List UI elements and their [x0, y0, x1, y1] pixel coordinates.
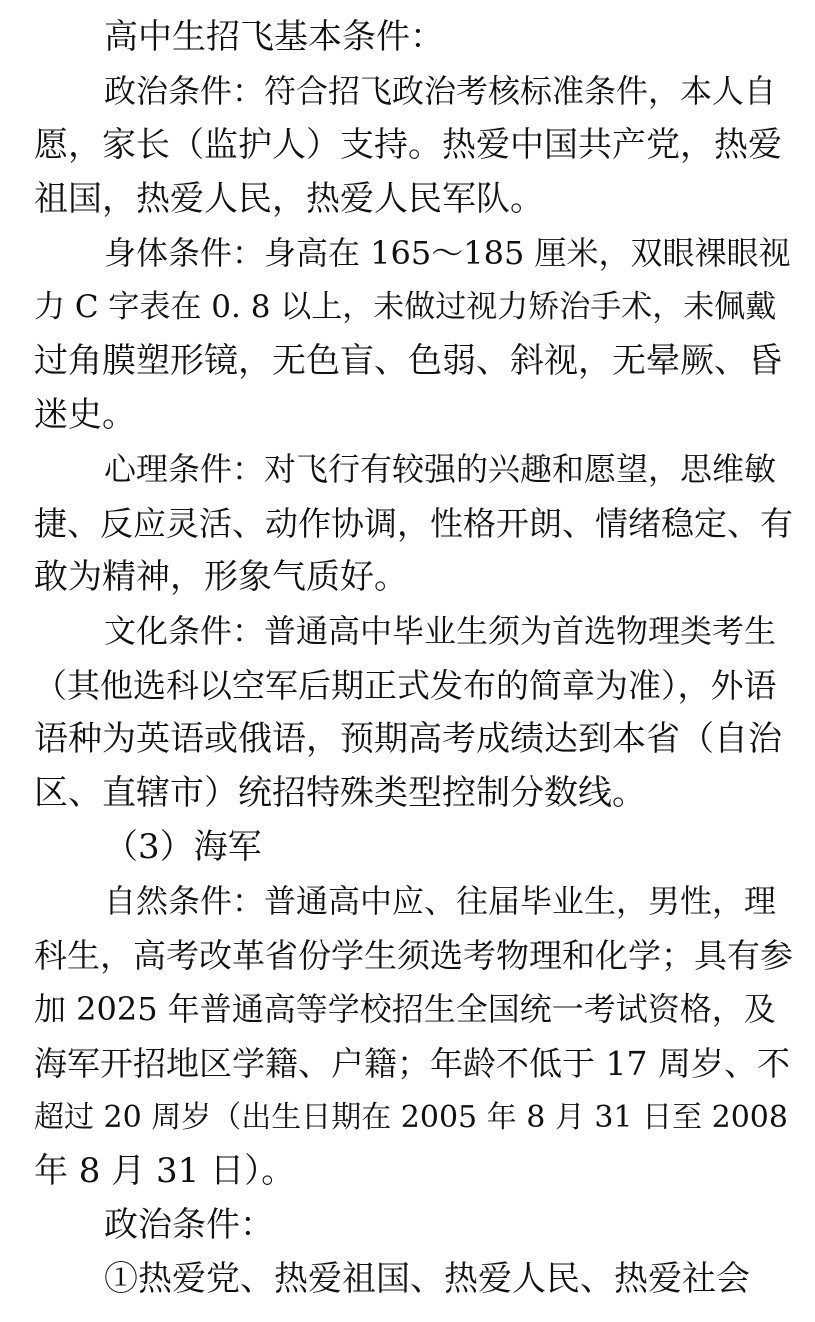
text-line: 祖国，热爱人民，热爱人民军队。	[34, 179, 544, 219]
text-line: 力 C 字表在 0. 8 以上，未做过视力矫治手术，未佩戴	[34, 289, 777, 325]
text-line: 文化条件：普通高中毕业生须为首选物理类考生	[104, 612, 777, 650]
text-line: 身体条件：身高在 165～185 厘米，双眼裸眼视	[104, 234, 791, 272]
text-line: ①热爱党、热爱祖国、热爱人民、热爱社会	[104, 1259, 750, 1299]
text-line: 自然条件：普通高中应、往届毕业生，男性，理	[104, 882, 777, 920]
text-line: 高中生招飞基本条件：	[104, 17, 444, 57]
text-line: 加 2025 年普通高等学校招生全国统一考试资格，及	[34, 990, 776, 1028]
text-line: 科生，高考改革省份学生须选考物理和化学；具有参	[34, 936, 793, 975]
text-line: 心理条件：对飞行有较强的兴趣和愿望，思维敏	[104, 450, 777, 488]
text-line: 愿，家长（监护人）支持。热爱中国共产党，热爱	[34, 125, 782, 165]
text-line: 语种为英语或俄语，预期高考成绩达到本省（自治	[34, 719, 782, 759]
text-line: 政治条件：符合招飞政治考核标准条件，本人自	[104, 72, 777, 110]
text-line: 区、直辖市）统招特殊类型控制分数线。	[34, 773, 646, 813]
text-line: 超过 20 周岁（出生日期在 2005 年 8 月 31 日至 2008	[34, 1100, 788, 1135]
text-line: 过角膜塑形镜，无色盲、色弱、斜视，无晕厥、昏	[34, 341, 782, 381]
text-line: （其他选科以空军后期正式发布的简章为准），外语	[34, 666, 777, 705]
text-line: 年 8 月 31 日）。	[34, 1151, 296, 1191]
text-line: 迷史。	[34, 395, 136, 435]
text-line: 海军开招地区学籍、户籍；年龄不低于 17 周岁、不	[34, 1044, 790, 1083]
text-line: 敢为精神，形象气质好。	[34, 557, 408, 597]
text-line: 捷、反应灵活、动作协调，性格开朗、情绪稳定、有	[34, 504, 793, 543]
text-line: 政治条件：	[104, 1205, 274, 1245]
section-heading: （3）海军	[104, 827, 262, 867]
